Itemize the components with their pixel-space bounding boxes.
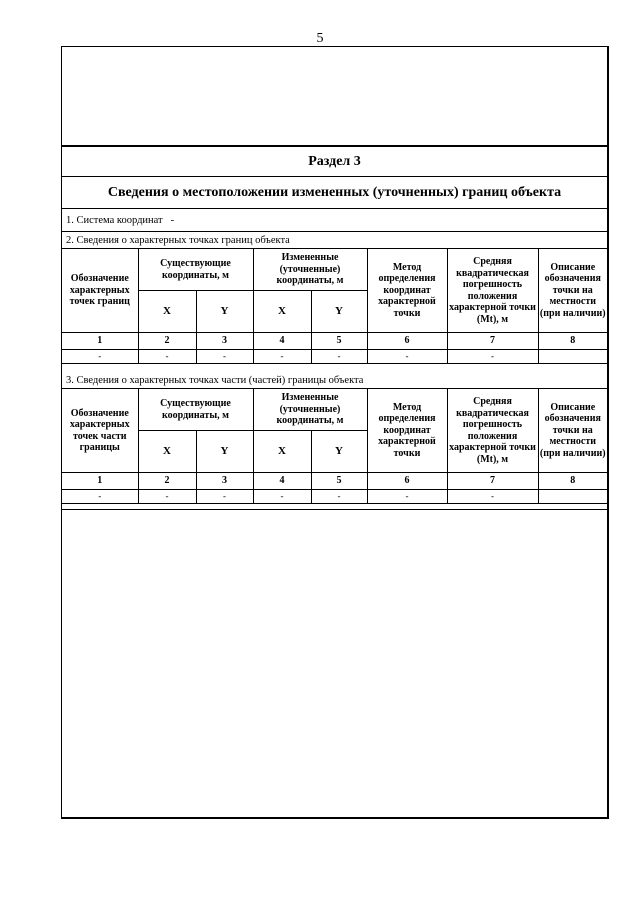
table-cell: - — [311, 350, 367, 364]
header-error: Средняя квадратическая погрешность положения характерной точки (Mt), м — [447, 249, 538, 333]
section-3-box — [61, 147, 609, 819]
part-boundary-points-table — [62, 388, 607, 504]
coordinate-system-value: - — [170, 214, 175, 226]
table-cell: - — [138, 350, 196, 364]
column-number: 7 — [447, 333, 538, 350]
table1-caption: 2. Сведения о характерных точках границ объекта — [66, 234, 290, 246]
table-row — [62, 490, 607, 504]
boundary-points-table — [62, 248, 607, 364]
column-number: 4 — [253, 473, 311, 490]
table-cell: - — [253, 490, 311, 504]
table-cell — [538, 490, 607, 504]
column-number: 6 — [367, 473, 447, 490]
column-number: 8 — [538, 333, 607, 350]
table-cell: - — [311, 490, 367, 504]
column-number: 5 — [311, 333, 367, 350]
header-description: Описание обозначения точки на местности (при наличии) — [538, 249, 607, 333]
coordinate-system-line — [62, 209, 607, 232]
header-method: Метод определения координат характерной точки — [367, 389, 447, 473]
header-changed-x: X — [253, 431, 311, 473]
header-existing-y: Y — [196, 431, 253, 473]
column-number: 3 — [196, 473, 253, 490]
table-cell: - — [447, 490, 538, 504]
table-cell: - — [367, 350, 447, 364]
header-error: Средняя квадратическая погрешность положения характерной точки (Mt), м — [447, 389, 538, 473]
column-number: 2 — [138, 473, 196, 490]
column-number: 2 — [138, 333, 196, 350]
header-existing-x: X — [138, 291, 196, 333]
header-existing-y: Y — [196, 291, 253, 333]
table-cell: - — [62, 350, 138, 364]
column-number: 4 — [253, 333, 311, 350]
table2-caption: 3. Сведения о характерных точках части (частей) границы объекта — [66, 374, 364, 386]
header-method: Метод определения координат характерной точки — [367, 249, 447, 333]
section-title: Раздел 3 — [62, 147, 607, 177]
table-row — [62, 350, 607, 364]
header-description: Описание обозначения точки на местности (при наличии) — [538, 389, 607, 473]
table-cell: - — [447, 350, 538, 364]
top-empty-box — [61, 46, 609, 147]
table-cell: - — [367, 490, 447, 504]
table-bottom-rule — [62, 509, 607, 510]
header-changed-y: Y — [311, 431, 367, 473]
header-changed-x: X — [253, 291, 311, 333]
column-number: 5 — [311, 473, 367, 490]
table-cell: - — [196, 490, 253, 504]
table-cell: - — [62, 490, 138, 504]
header-changed-y: Y — [311, 291, 367, 333]
page-number: 5 — [316, 31, 324, 46]
table-cell — [538, 350, 607, 364]
column-number: 1 — [62, 333, 138, 350]
table-cell: - — [138, 490, 196, 504]
table-cell: - — [196, 350, 253, 364]
header-existing-coordinates: Существующие координаты, м — [138, 389, 253, 431]
header-changed-coordinates: Измененные (уточненные) координаты, м — [253, 389, 367, 431]
column-number: 7 — [447, 473, 538, 490]
header-designation: Обозначение характерных точек части границы — [62, 389, 138, 473]
column-number: 3 — [196, 333, 253, 350]
header-designation: Обозначение характерных точек границ — [62, 249, 138, 333]
section-heading: Сведения о местоположении измененных (уточненных) границ объекта — [62, 177, 607, 209]
column-number: 8 — [538, 473, 607, 490]
header-existing-x: X — [138, 431, 196, 473]
column-number: 6 — [367, 333, 447, 350]
header-changed-coordinates: Измененные (уточненные) координаты, м — [253, 249, 367, 291]
table-cell: - — [253, 350, 311, 364]
header-existing-coordinates: Существующие координаты, м — [138, 249, 253, 291]
coordinate-system-label: 1. Система координат — [66, 214, 163, 226]
column-number: 1 — [62, 473, 138, 490]
